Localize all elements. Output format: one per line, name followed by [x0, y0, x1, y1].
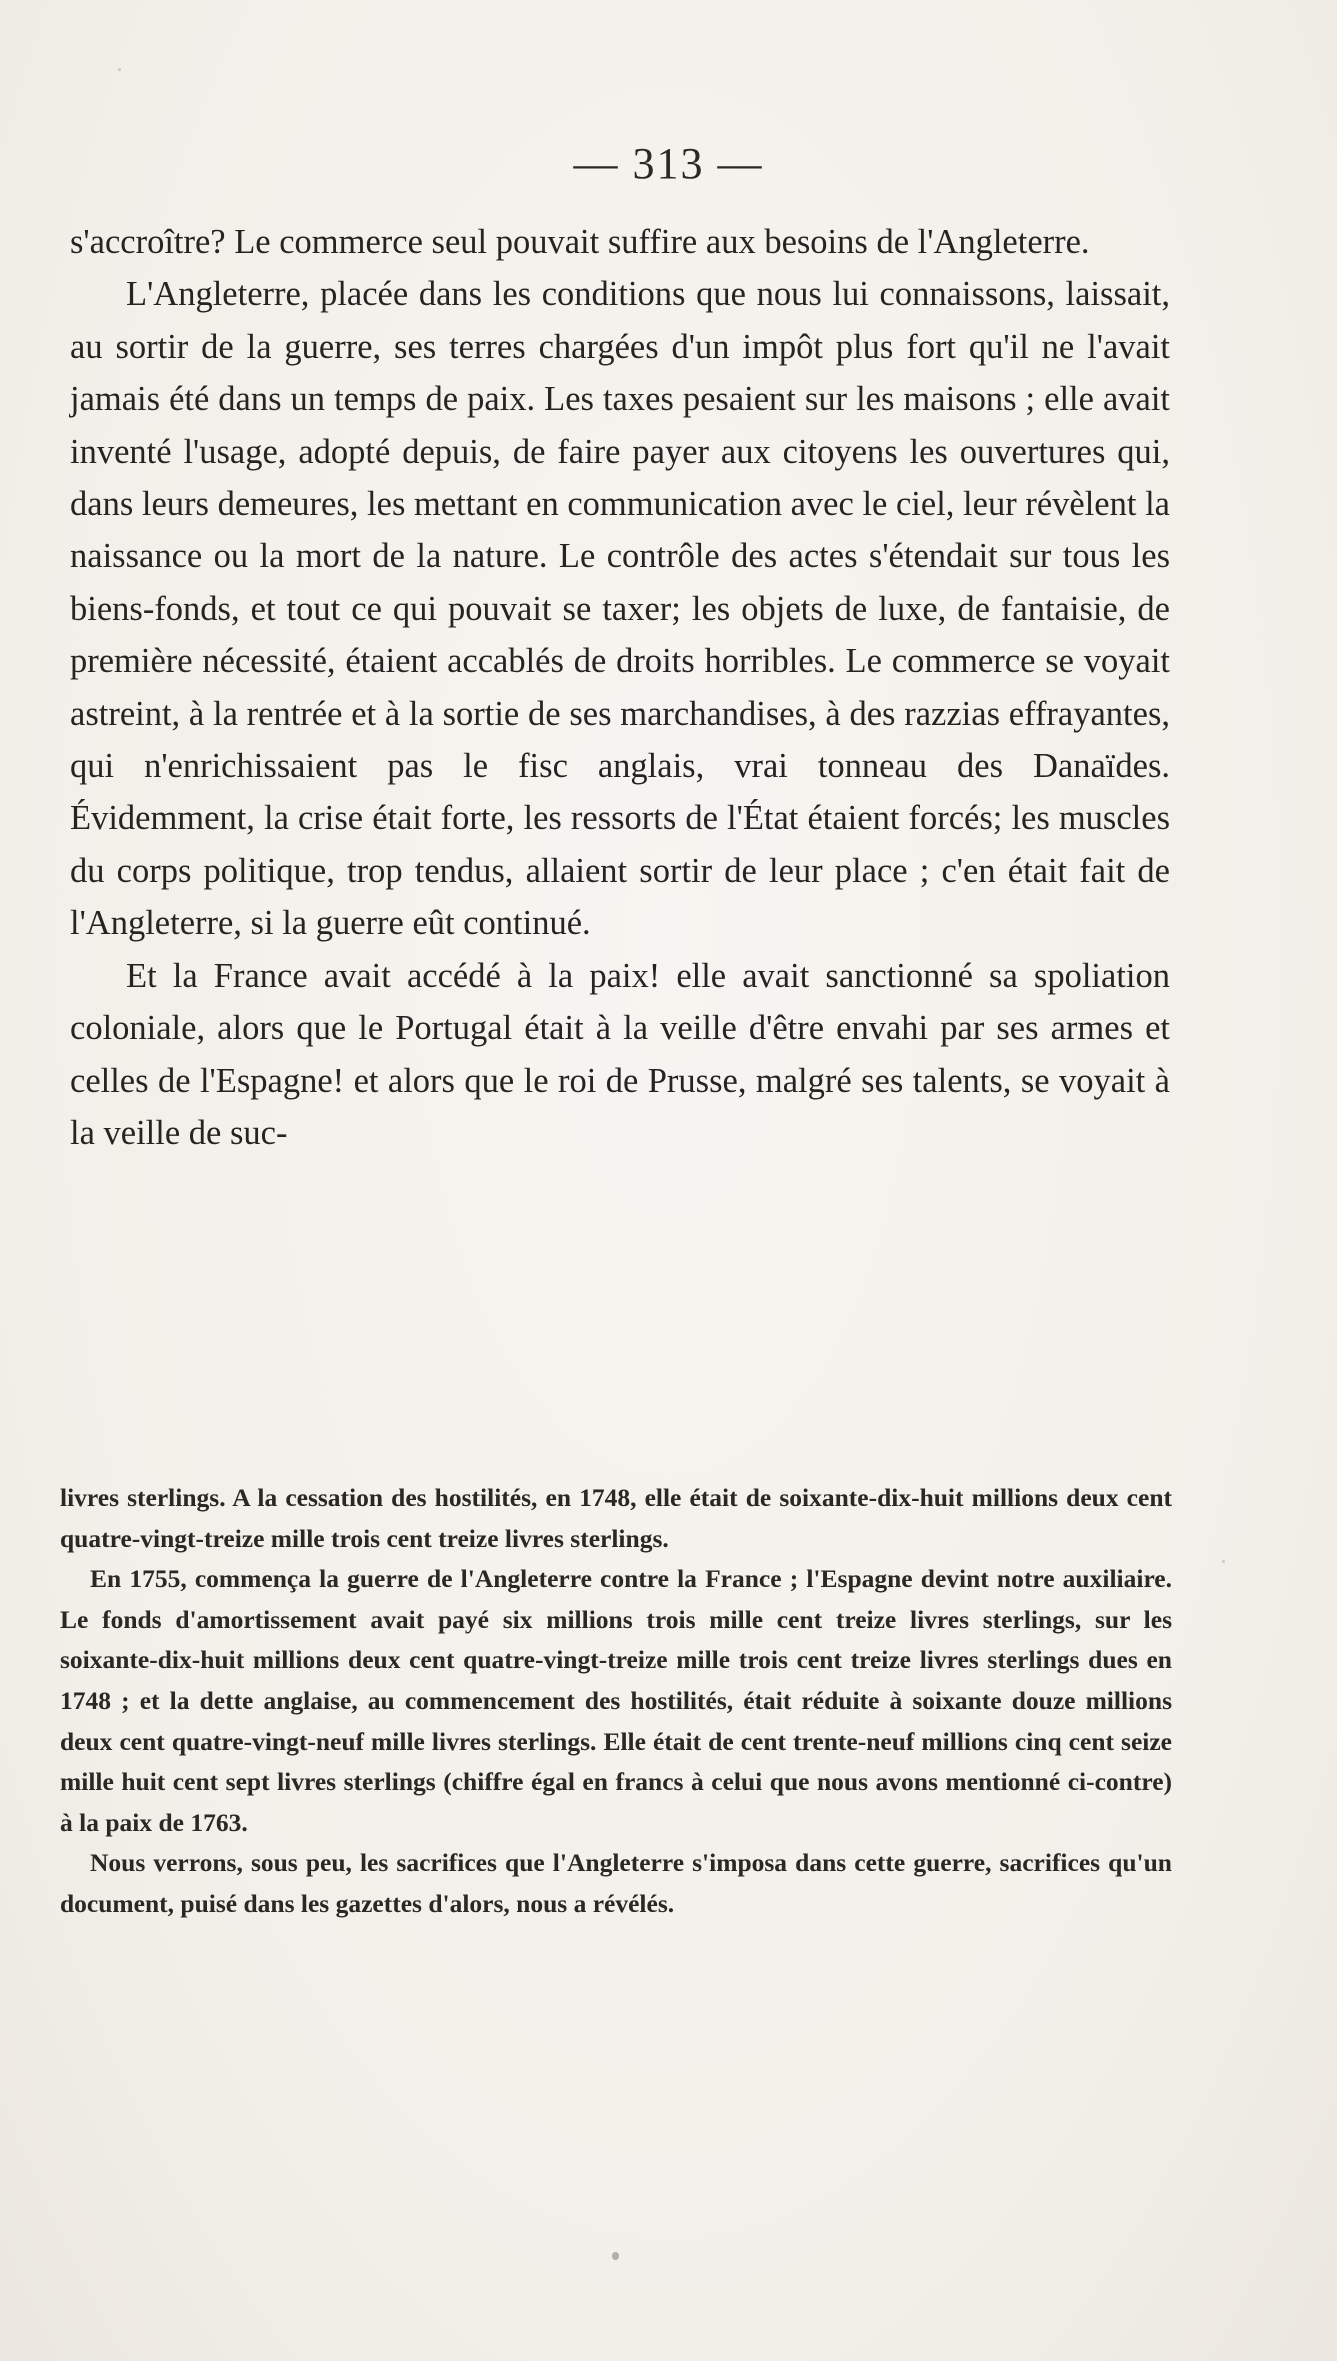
page-number: — 313 —	[573, 139, 764, 188]
main-text-block	[70, 216, 1170, 1159]
paper-speck	[1222, 1560, 1225, 1563]
paper-speck	[612, 2252, 619, 2260]
footnote-paragraph: En 1755, commença la guerre de l'Angleterre contre la France ; l'Espagne devint notre auxiliaire. Le fonds d'amortissement avait payé six millions trois mille cent treize livres sterlings, sur les soixante-dix-huit millions deux cent quatre-vingt-treize mille trois cent treize livres sterlings dues en 1748 ; et la dette anglaise, au commencement des hostilités, était réduite à soixante douze millions deux cent quatre-vingt-neuf mille livres sterlings. Elle était de cent trente-neuf millions cinq cent seize mille huit cent sept livres sterlings (chiffre égal en francs à celui que nous avons mentionné ci-contre) à la paix de 1763.	[60, 1564, 1172, 1837]
footnote-paragraph: Nous verrons, sous peu, les sacrifices que l'Angleterre s'imposa dans cette guerre, sacrifices qu'un document, puisé dans les gazettes d'alors, nous a révélés.	[60, 1848, 1172, 1918]
footnote-block	[60, 1478, 1172, 1925]
main-paragraph: Et la France avait accédé à la paix! elle avait sanctionné sa spoliation coloniale, alors que le Portugal était à la veille d'être envahi par ses armes et celles de l'Espagne! et alors que le roi de Prusse, malgré ses talents, se voyait à la veille de suc-	[70, 956, 1170, 1152]
main-paragraph: s'accroître? Le commerce seul pouvait suffire aux besoins de l'Angleterre.	[70, 223, 1090, 261]
footnote-paragraph: livres sterlings. A la cessation des hostilités, en 1748, elle était de soixante-dix-huit millions deux cent quatre-vingt-treize mille trois cent treize livres sterlings.	[60, 1483, 1172, 1553]
paper-speck	[118, 68, 121, 71]
main-paragraph: L'Angleterre, placée dans les conditions que nous lui connaissons, laissait, au sortir de la guerre, ses terres chargées d'un impôt plus fort qu'il ne l'avait jamais été dans un temps de paix. Les taxes pesaient sur les maisons ; elle avait inventé l'usage, adopté depuis, de faire payer aux citoyens les ouvertures qui, dans leurs demeures, les mettant en communication avec le ciel, leur révèlent la naissance ou la mort de la nature. Le contrôle des actes s'étendait sur tous les biens-fonds, et tout ce qui pouvait se taxer; les objets de luxe, de fantaisie, de première nécessité, étaient accablés de droits horribles. Le commerce se voyait astreint, à la rentrée et à la sortie de ses marchandises, à des razzias effrayantes, qui n'enrichissaient pas le fisc anglais, vrai tonneau des Danaïdes. Évidemment, la crise était forte, les ressorts de l'État étaient forcés; les muscles du corps politique, trop tendus, allaient sortir de leur place ; c'en était fait de l'Angleterre, si la guerre eût continué.	[70, 275, 1170, 943]
